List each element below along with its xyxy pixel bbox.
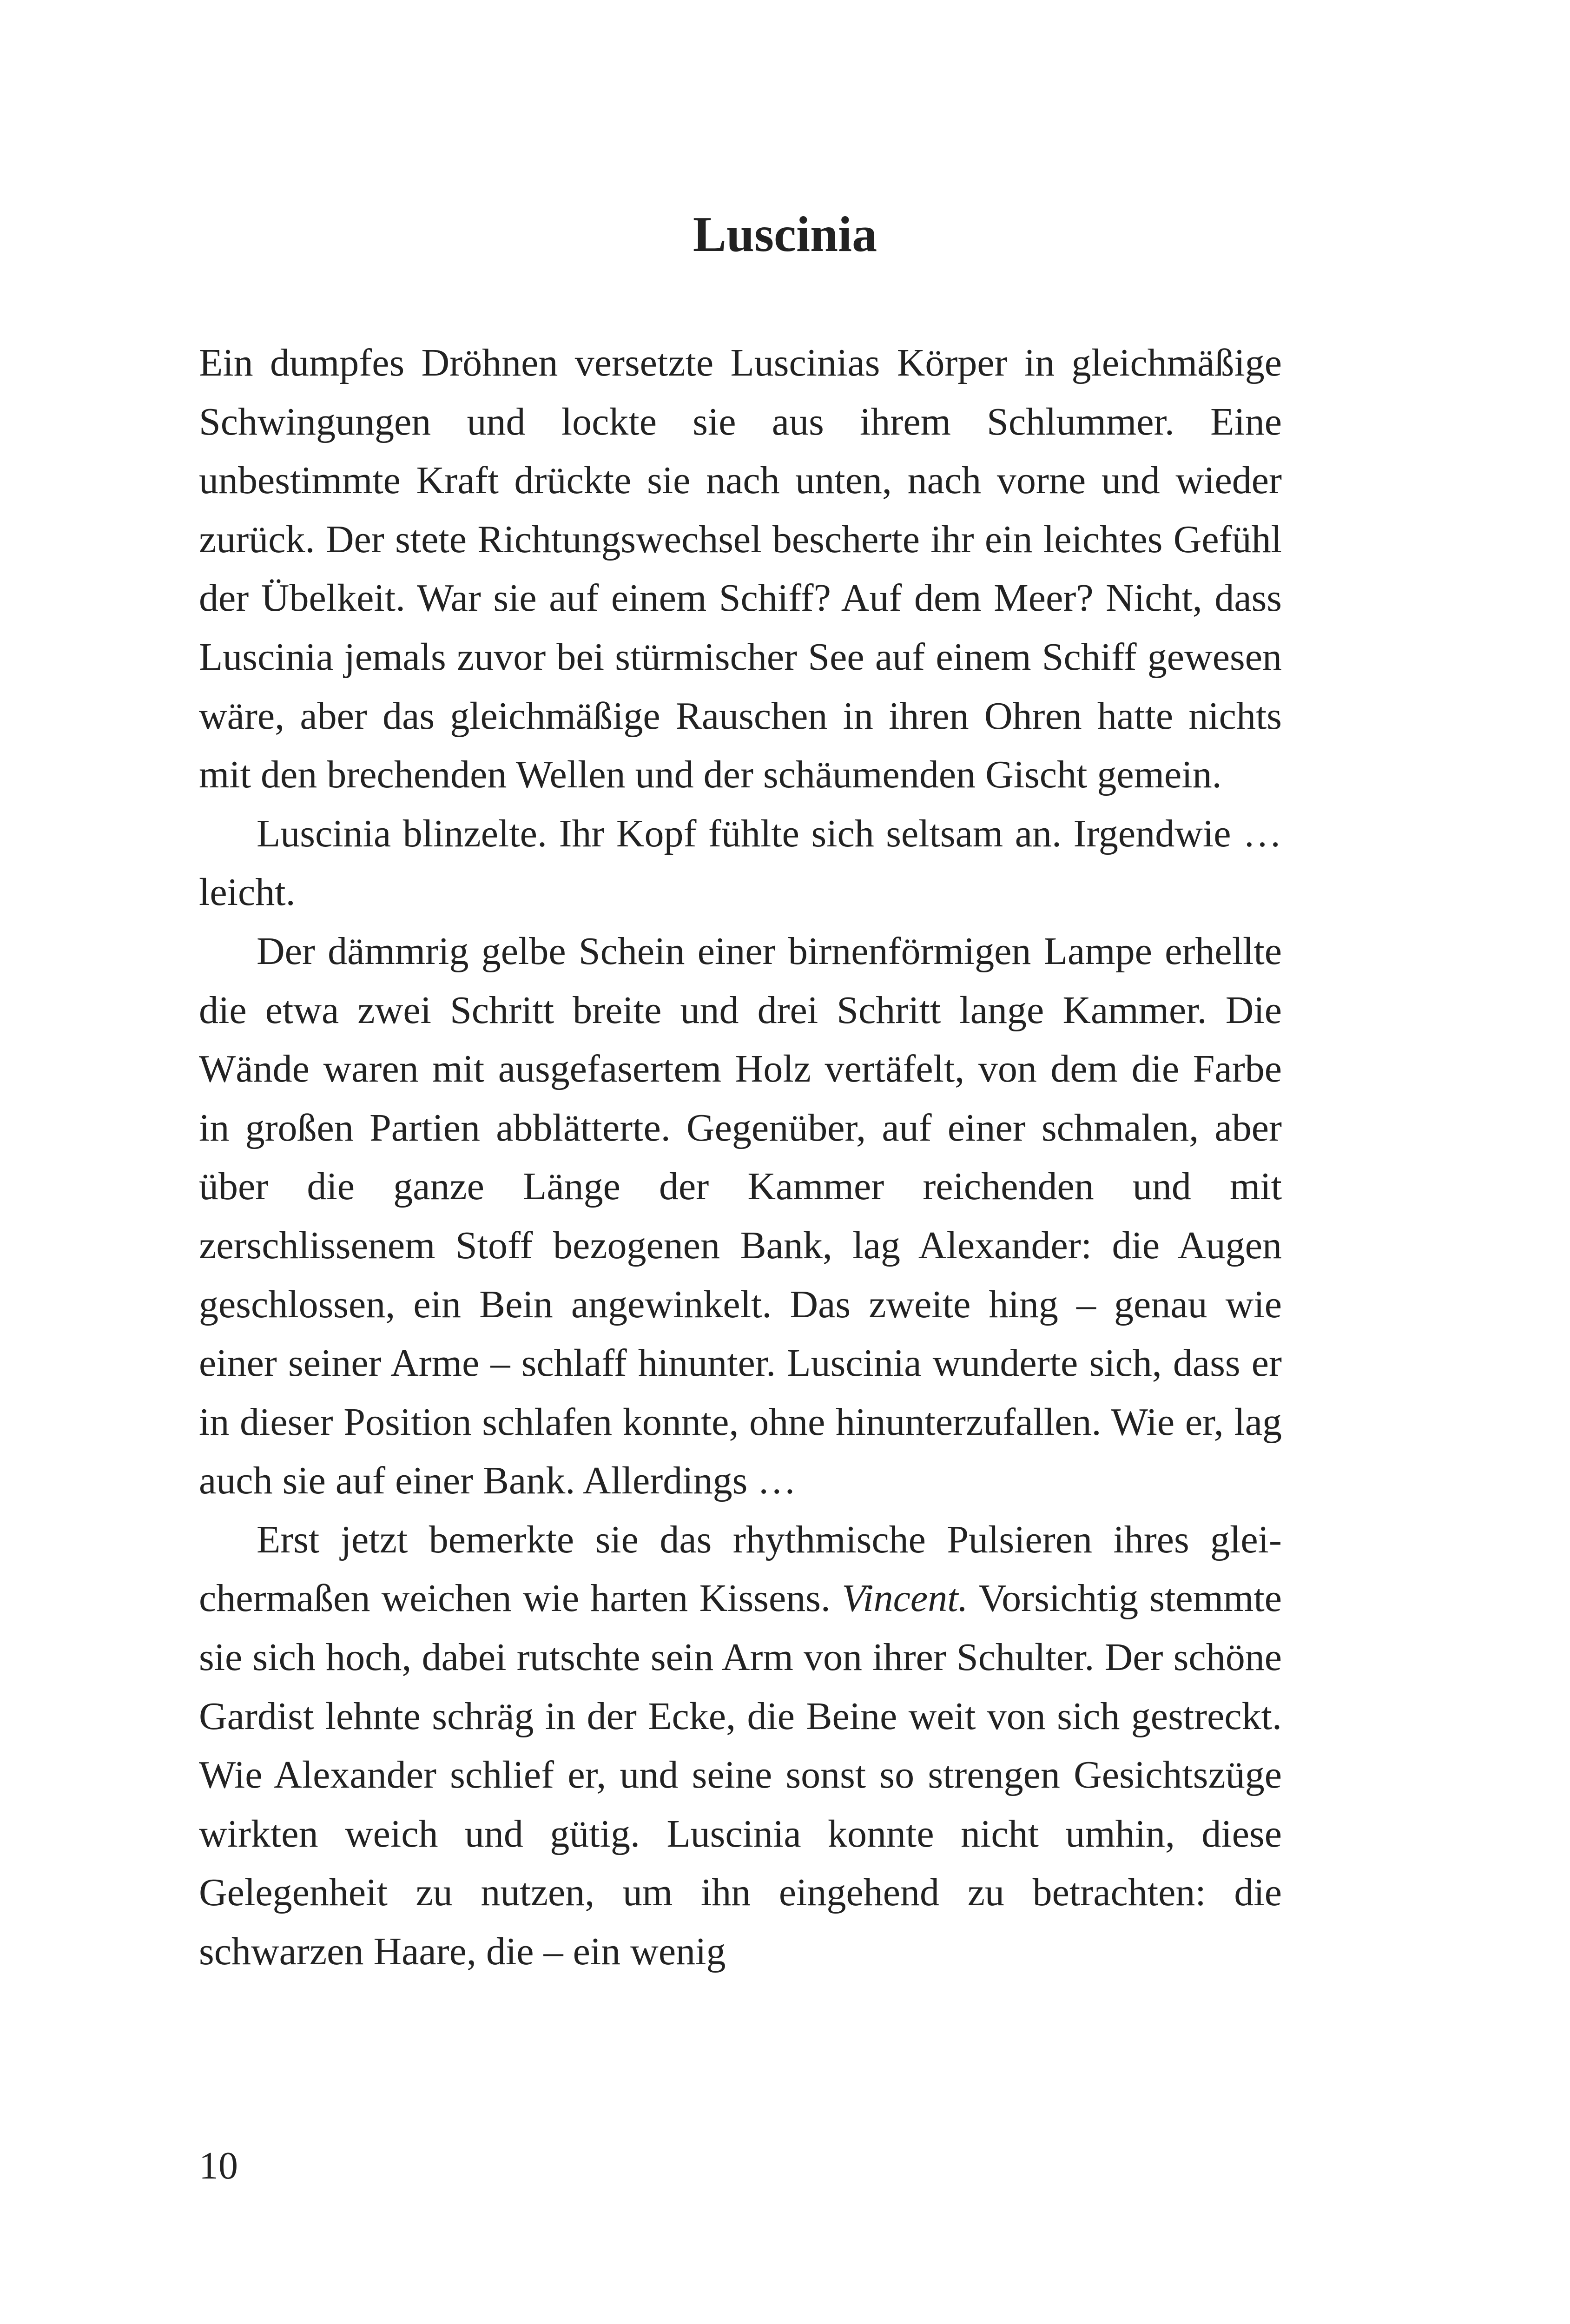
body-text [199,334,1282,1981]
paragraph-4 [199,1511,1282,1981]
paragraph-4-before: Erst jetzt bemerkte sie das rhythmische Pulsieren ihres gleichermaßen weichen wie harten Kissens. [199,1518,1282,1620]
paragraph-4-after: Vorsichtig stemmte sie sich hoch, dabei rutschte sein Arm von ihrer Schulter. Der schöne Gardist lehnte schräg in der Ecke, die Beine weit von sich gestreckt. Wie Alexander schlief er, und seine sonst so strengen Gesichtszüge wirkten weich und gütig. Luscinia konnte nicht umhin, diese Gelegenheit zu nutzen, um ihn eingehend zu betrachten: die schwarzen Haare, die – ein wenig [199,1577,1282,1974]
page-number: 10 [199,2144,238,2187]
chapter-title: Luscinia [693,207,877,262]
paragraph-1: Ein dumpfes Dröhnen versetzte Luscinias Körper in gleichmäßige Schwingungen und lockte sie aus ihrem Schlummer. Eine unbestimmte Kraft drückte sie nach unten, nach vorne und wieder zurück. Der stete Richtungswechsel bescherte ihr ein leichtes Gefühl der Übelkeit. War sie auf einem Schiff? Auf dem Meer? Nicht, dass Luscinia jemals zuvor bei stürmischer See auf einem Schiff gewesen wäre, aber das gleichmäßige Rauschen in ihren Ohren hatte nichts mit den brechenden Wellen und der schäumenden Gischt gemein. [199,341,1282,797]
paragraph-2: Luscinia blinzelte. Ihr Kopf fühlte sich seltsam an. Irgendwie … leicht. [199,812,1282,914]
emphasis-vincent: Vincent. [842,1577,968,1620]
paragraph-3: Der dämmrig gelbe Schein einer birnenförmigen Lampe erhellte die etwa zwei Schritt breite und drei Schritt lange Kammer. Die Wände waren mit ausgefasertem Holz vertäfelt, von dem die Farbe in großen Partien abblätterte. Gegenüber, auf einer schmalen, aber über die ganze Länge der Kammer reichenden und mit zerschlissenem Stoff bezogenen Bank, lag Alexander: die Augen geschlossen, ein Bein angewinkelt. Das zweite hing – genau wie einer seiner Arme – schlaff hinunter. Luscinia wunderte sich, dass er in dieser Position schlafen konnte, ohne hinunterzufallen. Wie er, lag auch sie auf einer Bank. Allerdings … [199,929,1282,1503]
